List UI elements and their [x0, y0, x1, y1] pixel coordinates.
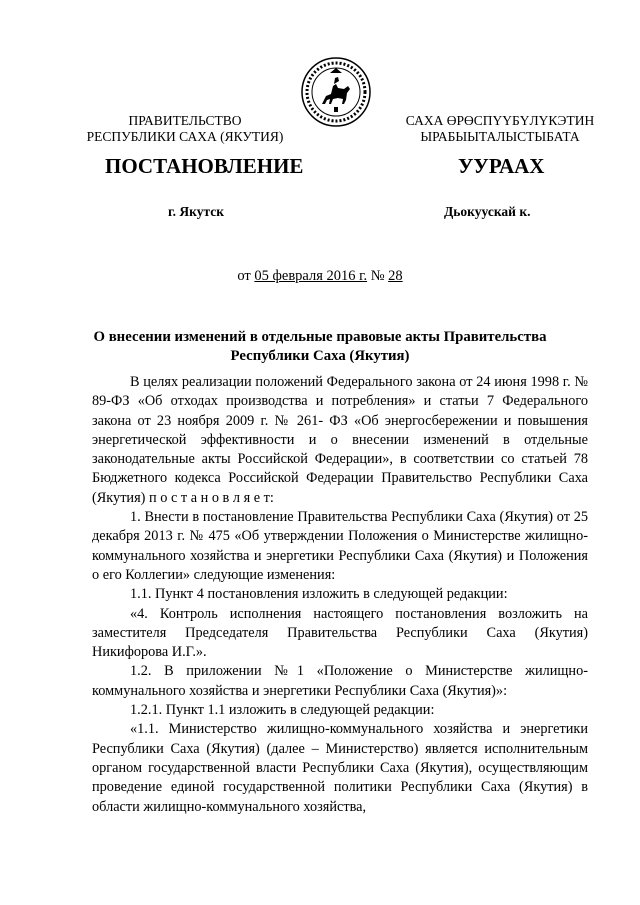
document-title-sah: УУРААХ	[458, 154, 545, 178]
document-subject	[90, 328, 550, 366]
date-number-line	[0, 268, 640, 285]
paragraph-item-1: 1. Внести в постановление Правительства Республики Саха (Якутия) от 25 декабря 2013 г. № 475 «Об утверждении Положения о Министерстве жилищно-коммунального хозяйства и энергетики Республики Саха (Якутия) и Положения о его Коллегии» следующие изменения:	[92, 509, 588, 583]
subject-line1: О внесении изменений в отдельные правовые акты Правительства	[93, 329, 547, 345]
city-ru: г. Якутск	[168, 204, 225, 219]
government-name-sah	[385, 113, 615, 145]
header-right-line1: САХА ӨРӨСПҮҮБҮЛҮКЭТИН	[405, 113, 595, 128]
paragraph-item-1-2: 1.2. В приложении №1 «Положение о Министерстве жилищно-коммунального хозяйства и энергетики Республики Саха (Якутия)»:	[92, 663, 588, 699]
date-prefix: от	[237, 268, 255, 284]
document-title-ru: ПОСТАНОВЛЕНИЕ	[105, 154, 304, 178]
header-left-line1: ПРАВИТЕЛЬСТВО	[128, 113, 242, 128]
paragraph-preamble: В целях реализации положений Федерального закона от 24 июня 1998 г. № 89-ФЗ «Об отходах производства и потребления» и статьи 7 Федерального закона от 23 ноября 2009 г. № 261- ФЗ «Об энергосбережении и повышения энергетической эффективности и о внесении изменений в отдельные законодательные акты Российской Федерации», в соответствии со статьей 78 Бюджетного кодекса Российской Федерации Правительство Республики Саха (Якутия) п о с т а н о в л я е т:	[92, 374, 588, 506]
document-date: 05 февраля 2016 г.	[254, 268, 368, 284]
paragraph-quote-1-1: «1.1. Министерство жилищно-коммунального хозяйства и энергетики Республики Саха (Якутия) (далее – Министерство) является исполнительным органом государственной власти Республики Саха (Якутия), осуществляющим проведение единой государственной политики Республики Саха (Якутия) в области жилищно-коммунального хозяйства,	[92, 721, 588, 815]
government-name-ru	[70, 113, 300, 145]
header-left-line2: РЕСПУБЛИКИ САХА (ЯКУТИЯ)	[86, 129, 284, 144]
document-number: 28	[388, 268, 403, 284]
header-right-line2: ЫРАБЫЫТАЛЫСТЫБАТА	[420, 129, 580, 144]
subject-line2: Республики Саха (Якутия)	[230, 348, 410, 364]
document-body	[92, 373, 588, 817]
coat-of-arms-emblem-icon	[300, 56, 372, 128]
city-sah: Дьокуускай к.	[444, 204, 531, 219]
paragraph-item-1-2-1: 1.2.1. Пункт 1.1 изложить в следующей редакции:	[130, 702, 435, 719]
number-prefix: №	[367, 268, 389, 284]
paragraph-item-1-1: 1.1. Пункт 4 постановления изложить в следующей редакции:	[130, 586, 508, 603]
paragraph-quote-4: «4. Контроль исполнения настоящего постановления возложить на заместителя Председателя Правительства Республики Саха (Якутия) Никифорова И.Г.».	[92, 605, 588, 661]
